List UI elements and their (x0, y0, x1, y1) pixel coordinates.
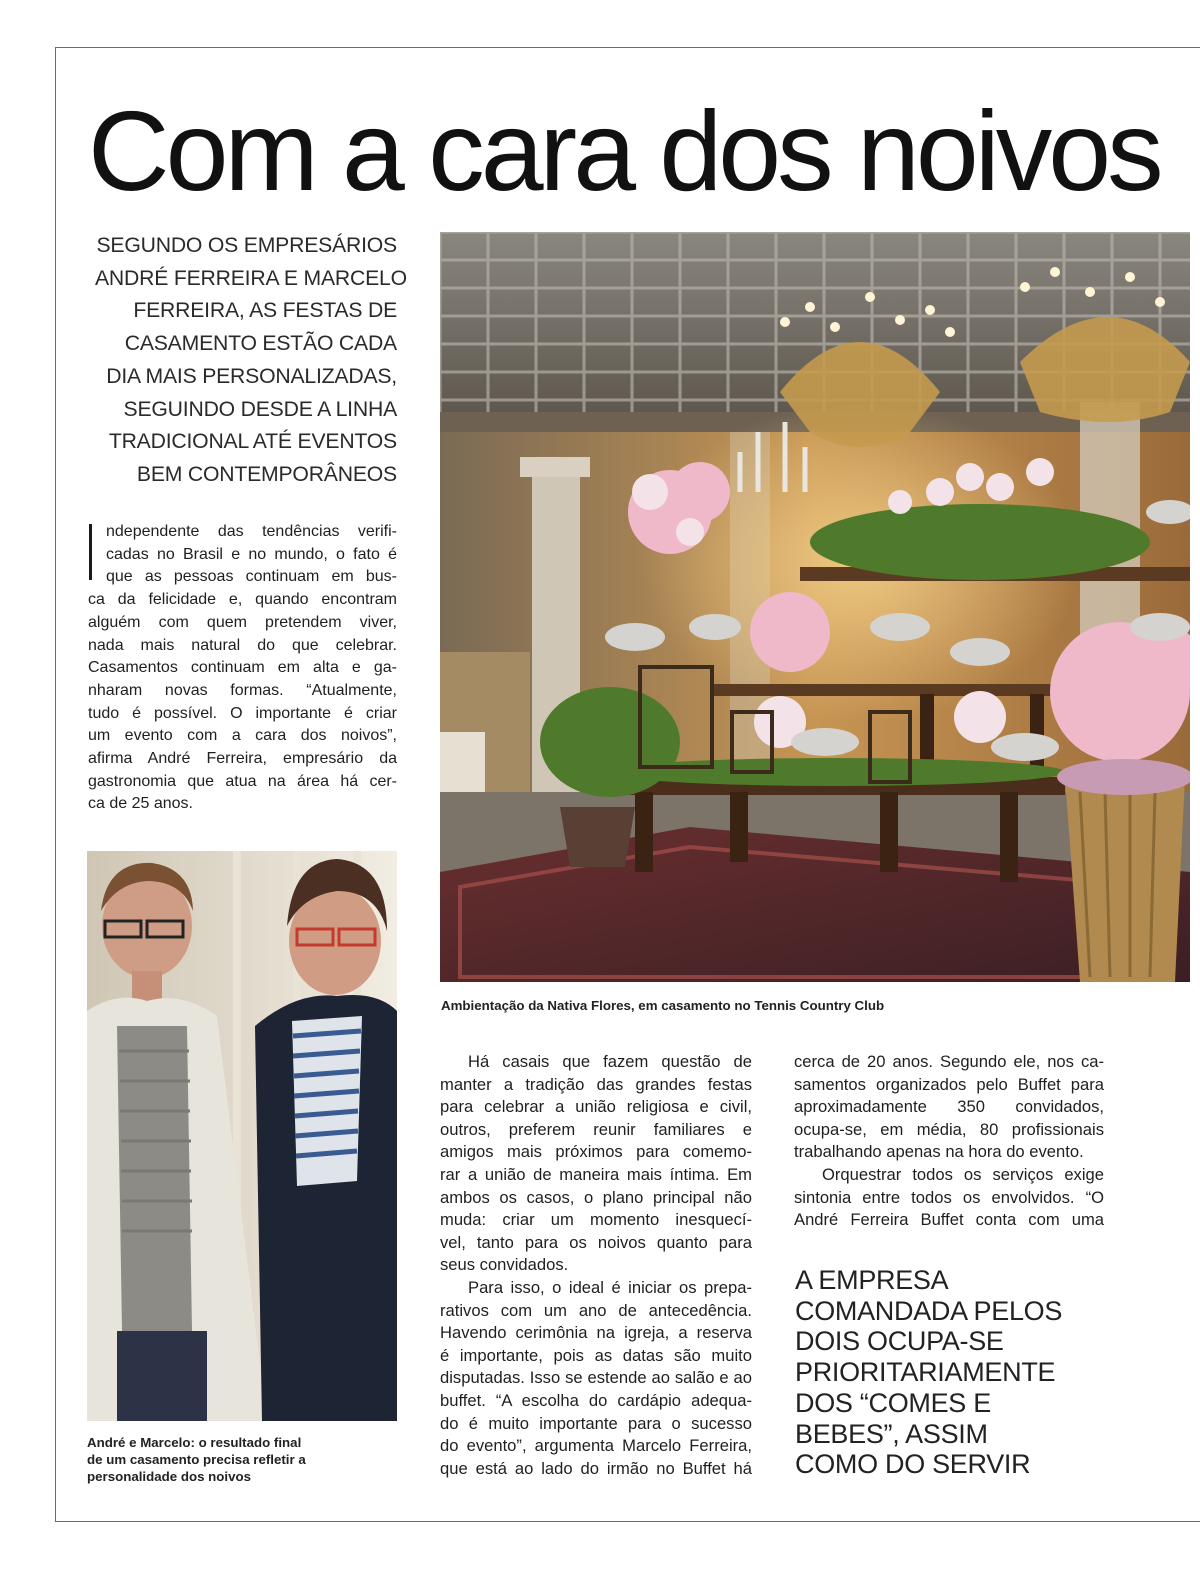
text-line: manter a tradição das grandes festas (440, 1074, 752, 1094)
text-line: é importante, pois as datas são muito (440, 1345, 752, 1365)
caption-line: de um casamento precisa refletir a (87, 1452, 306, 1467)
body-column-3 (794, 1051, 1104, 1232)
text-line: que as pessoas continuam em bus- (106, 568, 397, 586)
text-line: do é muito importante para o sucesso (440, 1413, 752, 1433)
text-line: trabalhando apenas na hora do evento. (794, 1142, 1084, 1162)
text-line: buffet. “A escolha do cardápio adequa- (440, 1390, 752, 1410)
portrait-photo (87, 851, 397, 1421)
text-line: ca da felicidade e, quando encontram (88, 591, 397, 609)
pull-quote-line: BEBES”, ASSIM (795, 1418, 988, 1449)
deck-line: BEM CONTEMPORÂNEOS (136, 462, 397, 486)
text-line: André Ferreira Buffet conta com uma (794, 1210, 1104, 1230)
text-line: gastronomia que atua na área há cer- (88, 772, 397, 790)
wedding-decor-photo (440, 232, 1190, 982)
text-line: nharam novas formas. “Atualmente, (88, 681, 397, 699)
text-line: sintonia entre todos os envolvidos. “O (794, 1187, 1104, 1207)
deck-line: SEGUINDO DESDE A LINHA (123, 397, 397, 421)
pull-quote-line: COMO DO SERVIR (795, 1449, 1031, 1480)
text-line: disputadas. Isso se estende ao salão e ao (440, 1368, 752, 1388)
text-line: alguém com quem pretendem viver, (88, 613, 397, 631)
text-line: Há casais que fazem questão de (468, 1052, 752, 1071)
text-line: um evento com a cara dos noivos”, (88, 727, 397, 745)
text-line: tudo é possível. O importante é criar (88, 704, 397, 722)
deck-line: SEGUNDO OS EMPRESÁRIOS (96, 234, 397, 257)
text-line: Casamentos continuam em alta e ga- (88, 659, 397, 677)
main-photo-caption: Ambientação da Nativa Flores, em casamento no Tennis Country Club (441, 998, 885, 1013)
text-line: rativos com um ano de antecedência. (440, 1300, 752, 1320)
text-line: ndependente das tendências verifi- (106, 523, 397, 540)
deck-line: FERREIRA, AS FESTAS DE (133, 299, 397, 323)
text-line: vel, tanto para os noivos quanto para (440, 1232, 752, 1252)
text-line: ca de 25 anos. (88, 795, 193, 813)
text-line: rar a união de maneira mais íntima. Em (440, 1164, 752, 1184)
text-line: Havendo cerimônia na igreja, a reserva (440, 1323, 752, 1343)
text-line: ocupa-se, em média, 80 profissionais (794, 1119, 1104, 1139)
pull-quote-line: PRIORITARIAMENTE (795, 1357, 1056, 1388)
text-line: aproximadamente 350 convidados, (794, 1097, 1104, 1117)
pull-quote-line: DOIS OCUPA-SE (795, 1326, 1004, 1357)
pull-quote-line: DOS “COMES E (795, 1387, 991, 1418)
text-line: outros, preferem reunir familiares e (440, 1119, 752, 1139)
intro-paragraph (88, 521, 397, 816)
pull-quote-line: A EMPRESA (795, 1265, 949, 1295)
text-line: para celebrar a união religiosa e civil, (440, 1097, 752, 1117)
caption-line: personalidade dos noivos (87, 1469, 252, 1484)
portrait-caption (87, 1434, 387, 1485)
pull-quote (795, 1265, 1125, 1480)
text-line: do evento”, argumenta Marcelo Ferreira, (440, 1436, 752, 1456)
text-line: cerca de 20 anos. Segundo ele, nos ca- (794, 1052, 1104, 1071)
text-line: Orquestrar todos os serviços exige (822, 1164, 1104, 1184)
pull-quote-line: COMANDADA PELOS (795, 1295, 1063, 1326)
article-deck (95, 230, 407, 492)
text-line: afirma André Ferreira, empresário da (88, 750, 397, 768)
deck-line: TRADICIONAL ATÉ EVENTOS (108, 430, 397, 454)
text-line: cadas no Brasil e no mundo, o fato é (106, 545, 397, 563)
text-line: muda: criar um momento inesquecí- (440, 1210, 752, 1230)
text-line: samentos organizados pelo Buffet para (794, 1074, 1104, 1094)
text-line: amigos mais próximos para comemo- (440, 1142, 752, 1162)
deck-line: ANDRÉ FERREIRA E MARCELO (95, 266, 407, 290)
text-line: Para isso, o ideal é iniciar os prepa- (468, 1277, 752, 1297)
text-line: seus convidados. (440, 1255, 569, 1275)
body-column-2 (440, 1051, 752, 1480)
text-line: ambos os casos, o plano principal não (440, 1187, 752, 1207)
text-line: nada mais natural do que celebrar. (88, 636, 397, 654)
article-title: Com a cara dos noivos (88, 88, 1160, 214)
text-line: que está ao lado do irmão no Buffet há (440, 1458, 752, 1478)
caption-line: André e Marcelo: o resultado final (87, 1435, 302, 1450)
deck-line: DIA MAIS PERSONALIZADAS, (106, 364, 397, 388)
deck-line: CASAMENTO ESTÃO CADA (124, 332, 397, 356)
